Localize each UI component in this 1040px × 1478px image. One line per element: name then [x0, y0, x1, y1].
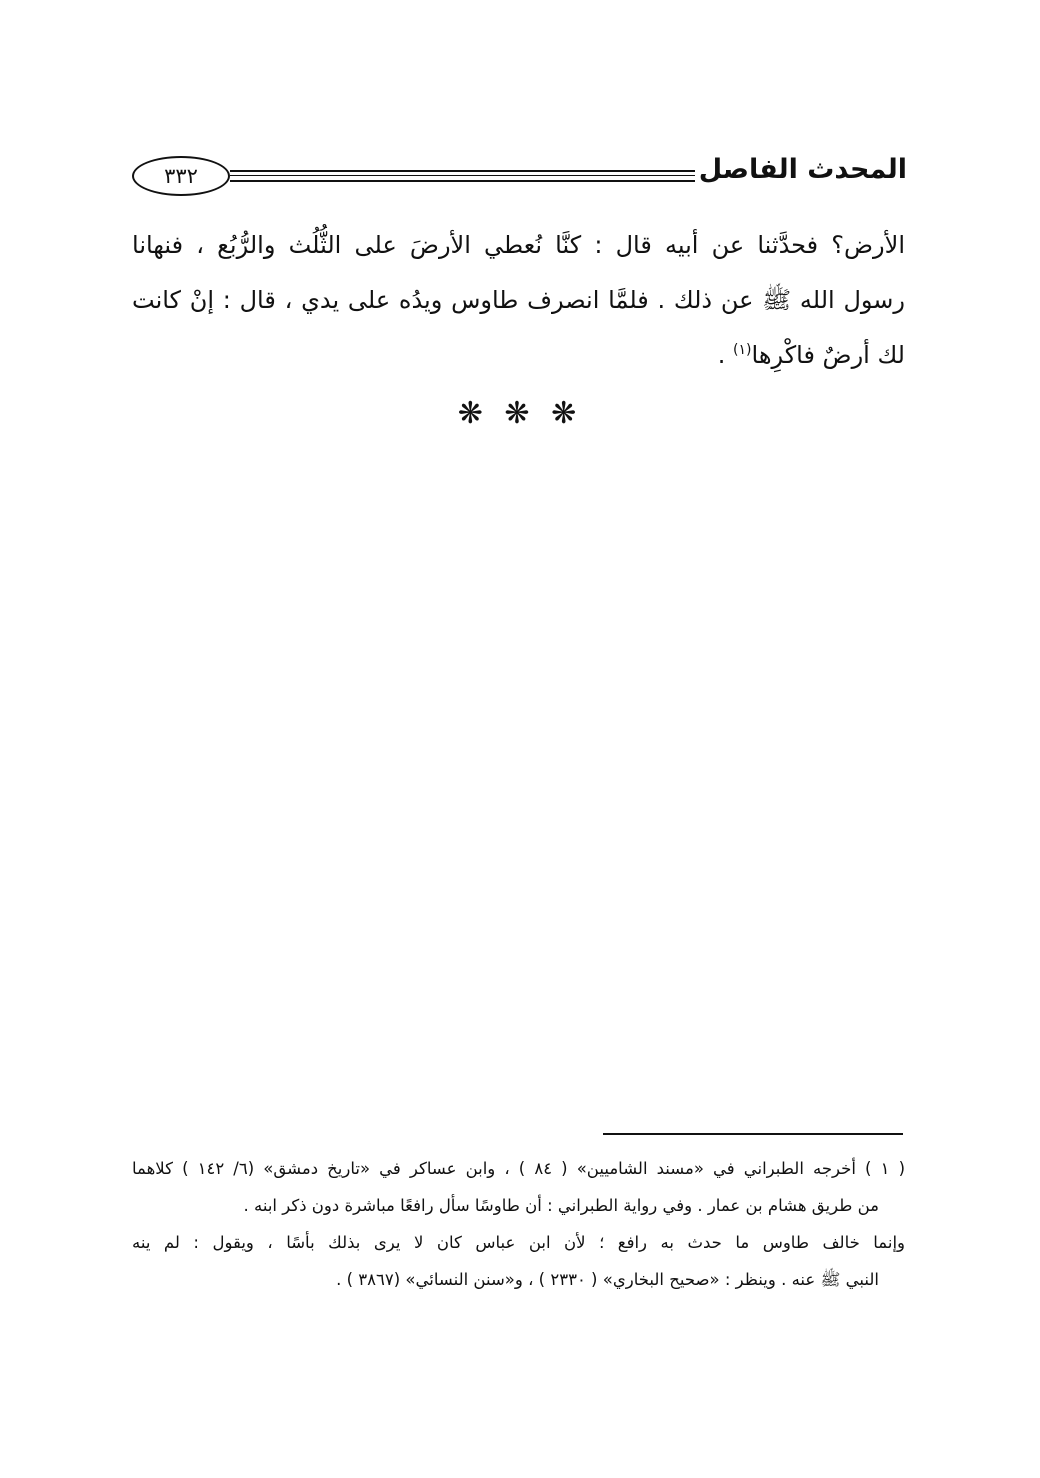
footnote-reference[interactable]: (١): [733, 342, 752, 358]
page-number: ٣٣٢: [132, 156, 230, 196]
body-line-1: الأرض؟ فحدَّثنا عن أبيه قال : كنَّا نُعطي الأرضَ على الثُّلُث والرُّبُع ، فنهانا: [132, 231, 905, 259]
main-text: [132, 218, 905, 383]
body-line-3-text: لك أرضٌ فاكْرِها: [751, 341, 905, 369]
body-line-2: رسول الله ﷺ عن ذلك . فلمَّا انصرف طاوس ويدُه على يدي ، قال : إنْ كانت: [132, 286, 905, 314]
running-title: المحدث الفاصل: [698, 154, 907, 185]
footnote-line-3: وإنما خالف طاوس ما حدث به رافع ؛ لأن ابن عباس كان لا يرى بذلك بأسًا ، ويقول : لم ينه: [132, 1233, 905, 1252]
body-line-3-end: .: [717, 341, 734, 369]
footnotes: [132, 1150, 905, 1298]
page-header: [132, 150, 907, 202]
footnote-line-1: ( ١ ) أخرجه الطبراني في «مسند الشاميين» ( ٨٤ ) ، وابن عساكر في «تاريخ دمشق» (٦/ ١٤٢ ) كلاهما: [132, 1159, 906, 1178]
footnote-line-4: النبي ﷺ عنه . وينظر : «صحيح البخاري» ( ٢٣٣٠ ) ، و«سنن النسائي» (٣٨٦٧ ) .: [336, 1270, 879, 1289]
footnote-separator: [603, 1133, 903, 1135]
footnote-line-2: من طريق هشام بن عمار . وفي رواية الطبراني : أن طاوسًا سأل رافعًا مباشرة دون ذكر ابنه .: [243, 1196, 879, 1215]
section-ornament: ❋ ❋ ❋: [457, 396, 583, 431]
body-line-3: [132, 328, 905, 383]
header-rule-middle: [230, 175, 695, 176]
header-rule-top: [230, 170, 695, 172]
header-rule-bottom: [230, 180, 695, 182]
